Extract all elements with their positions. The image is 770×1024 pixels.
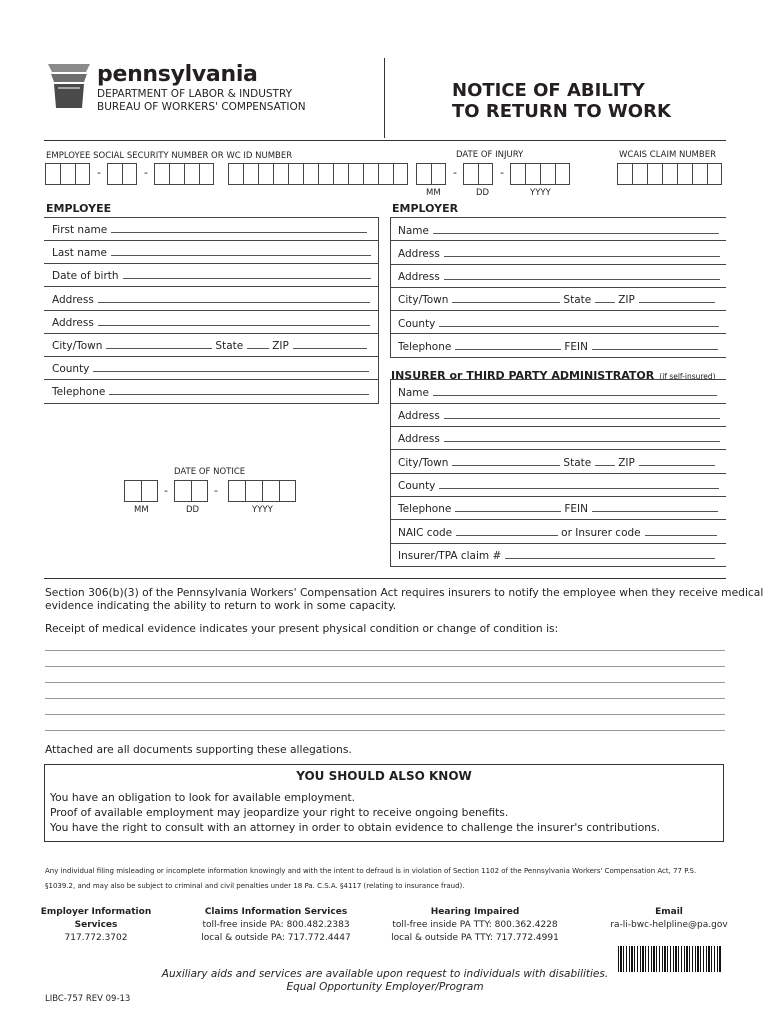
doi-dash-2: - bbox=[500, 166, 504, 179]
doi-mm-boxes[interactable] bbox=[416, 163, 446, 185]
employee-heading: EMPLOYEE bbox=[46, 202, 112, 215]
notice-mm-label: MM bbox=[134, 505, 149, 515]
employee-address1-field[interactable]: Address bbox=[52, 294, 373, 306]
doi-dash-1: - bbox=[453, 166, 457, 179]
doi-yyyy-label: YYYY bbox=[530, 188, 551, 198]
header-rule bbox=[44, 140, 726, 141]
know-line-3: You have the right to consult with an attorney in order to obtain evidence to challenge the insurer's contributions. bbox=[50, 821, 661, 834]
logo-word: pennsylvania bbox=[97, 62, 258, 87]
doi-mm-label: MM bbox=[426, 188, 441, 198]
keystone-logo-icon bbox=[46, 60, 92, 110]
employer-address1-field[interactable]: Address bbox=[398, 248, 723, 260]
employer-city-state-zip-field[interactable]: City/Town State ZIP bbox=[398, 294, 718, 306]
employer-telephone-fein-field[interactable]: Telephone FEIN bbox=[398, 341, 721, 353]
header-divider bbox=[384, 58, 385, 138]
doi-label: DATE OF INJURY bbox=[456, 150, 524, 160]
ssn-dash-2: - bbox=[144, 166, 148, 179]
insurer-address2-field[interactable]: Address bbox=[398, 433, 723, 445]
pa-logo bbox=[46, 60, 92, 110]
form-id: LIBC-757 REV 09-13 bbox=[45, 994, 131, 1004]
notice-yyyy-label: YYYY bbox=[252, 505, 273, 515]
employee-last-name-field[interactable]: Last name bbox=[52, 247, 374, 259]
insurer-telephone-fein-field[interactable]: Telephone FEIN bbox=[398, 503, 721, 515]
doi-dd-label: DD bbox=[476, 188, 490, 198]
hearing-impaired-contact: Hearing Impaired toll-free inside PA TTY: 800.362.4228 local & outside PA TTY: 717.772.4991 bbox=[391, 907, 559, 943]
email-link[interactable]: ra-li-bwc-helpline@pa.gov bbox=[610, 920, 728, 930]
aux-aids-line: Auxiliary aids and services are available upon request to individuals with disabilities. bbox=[161, 968, 609, 980]
insurer-county-field[interactable]: County bbox=[398, 480, 722, 492]
dept-line-2: BUREAU OF WORKERS' COMPENSATION bbox=[97, 101, 306, 113]
notice-date-label: DATE OF NOTICE bbox=[174, 467, 246, 477]
notice-dd-label: DD bbox=[186, 505, 200, 515]
ssn-boxes-3[interactable] bbox=[154, 163, 214, 185]
section-divider bbox=[44, 578, 726, 579]
insurer-name-field[interactable]: Name bbox=[398, 387, 720, 399]
condition-line-5[interactable] bbox=[45, 714, 725, 715]
wcid-boxes[interactable] bbox=[228, 163, 408, 185]
eoe-line: Equal Opportunity Employer/Program bbox=[286, 981, 484, 993]
wcais-boxes[interactable] bbox=[617, 163, 722, 185]
ssn-boxes-1[interactable] bbox=[45, 163, 90, 185]
ssn-dash-1: - bbox=[97, 166, 101, 179]
condition-line-6[interactable] bbox=[45, 730, 725, 731]
know-line-1: You have an obligation to look for available employment. bbox=[50, 791, 356, 804]
insurer-address1-field[interactable]: Address bbox=[398, 410, 723, 422]
condition-line-4[interactable] bbox=[45, 698, 725, 699]
wcais-label: WCAIS CLAIM NUMBER bbox=[619, 150, 717, 160]
condition-line-3[interactable] bbox=[45, 682, 725, 683]
notice-yyyy-boxes[interactable] bbox=[228, 480, 296, 502]
notice-dash-2: - bbox=[214, 484, 218, 497]
insurer-claim-field[interactable]: Insurer/TPA claim # bbox=[398, 550, 718, 562]
employee-city-state-zip-field[interactable]: City/Town State ZIP bbox=[52, 340, 370, 352]
dept-line-1: DEPARTMENT OF LABOR & INDUSTRY bbox=[97, 88, 293, 100]
condition-line-1[interactable] bbox=[45, 650, 725, 651]
employer-county-field[interactable]: County bbox=[398, 318, 722, 330]
fraud-line-1: Any individual filing misleading or incomplete information knowingly and with the intent to defraud is in violation of Section 1102 of the Pennsylvania Workers' Compensation Act, 77 P.S. bbox=[45, 867, 697, 875]
employee-telephone-field[interactable]: Telephone bbox=[52, 386, 372, 398]
email-contact: Email ra-li-bwc-helpline@pa.gov bbox=[604, 906, 734, 932]
condition-line-2[interactable] bbox=[45, 666, 725, 667]
receipt-text: Receipt of medical evidence indicates your present physical condition or change of condition is: bbox=[45, 622, 559, 635]
employer-info-contact: Employer Information Services 717.772.3702 bbox=[40, 907, 152, 943]
know-heading: YOU SHOULD ALSO KNOW bbox=[296, 769, 472, 783]
employee-first-name-field[interactable]: First name bbox=[52, 224, 370, 236]
employer-name-field[interactable]: Name bbox=[398, 225, 722, 237]
form-title-line-2: TO RETURN TO WORK bbox=[452, 101, 671, 122]
employee-dob-field[interactable]: Date of birth bbox=[52, 270, 374, 282]
employer-heading: EMPLOYER bbox=[392, 202, 459, 215]
notice-mm-boxes[interactable] bbox=[124, 480, 158, 502]
attached-text: Attached are all documents supporting these allegations. bbox=[45, 743, 352, 756]
employee-address2-field[interactable]: Address bbox=[52, 317, 373, 329]
section-text-line-1: Section 306(b)(3) of the Pennsylvania Workers' Compensation Act requires insurers to notify the employee when they receive medical bbox=[45, 586, 764, 599]
employer-address2-field[interactable]: Address bbox=[398, 271, 723, 283]
employee-county-field[interactable]: County bbox=[52, 363, 372, 375]
insurer-city-state-zip-field[interactable]: City/Town State ZIP bbox=[398, 457, 718, 469]
doi-dd-boxes[interactable] bbox=[463, 163, 493, 185]
ssn-boxes-2[interactable] bbox=[107, 163, 137, 185]
claims-info-contact: Claims Information Services toll-free inside PA: 800.482.2383 local & outside PA: 717.772.4447 bbox=[201, 907, 351, 943]
ssn-label: EMPLOYEE SOCIAL SECURITY NUMBER OR WC ID NUMBER bbox=[46, 151, 293, 161]
form-title-line-1: NOTICE OF ABILITY bbox=[452, 80, 645, 101]
insurer-naic-field[interactable]: NAIC code or Insurer code bbox=[398, 527, 720, 539]
notice-dash-1: - bbox=[164, 484, 168, 497]
doi-yyyy-boxes[interactable] bbox=[510, 163, 570, 185]
insurer-heading: INSURER or THIRD PARTY ADMINISTRATOR (if self-insured) bbox=[391, 369, 716, 382]
notice-dd-boxes[interactable] bbox=[174, 480, 208, 502]
section-text-line-2: evidence indicating the ability to return to work in some capacity. bbox=[45, 599, 397, 612]
fraud-line-2: §1039.2, and may also be subject to criminal and civil penalties under 18 Pa. C.S.A. §4117 (relating to insurance fraud). bbox=[45, 882, 465, 890]
know-line-2: Proof of available employment may jeopardize your right to receive ongoing benefits. bbox=[50, 806, 509, 819]
